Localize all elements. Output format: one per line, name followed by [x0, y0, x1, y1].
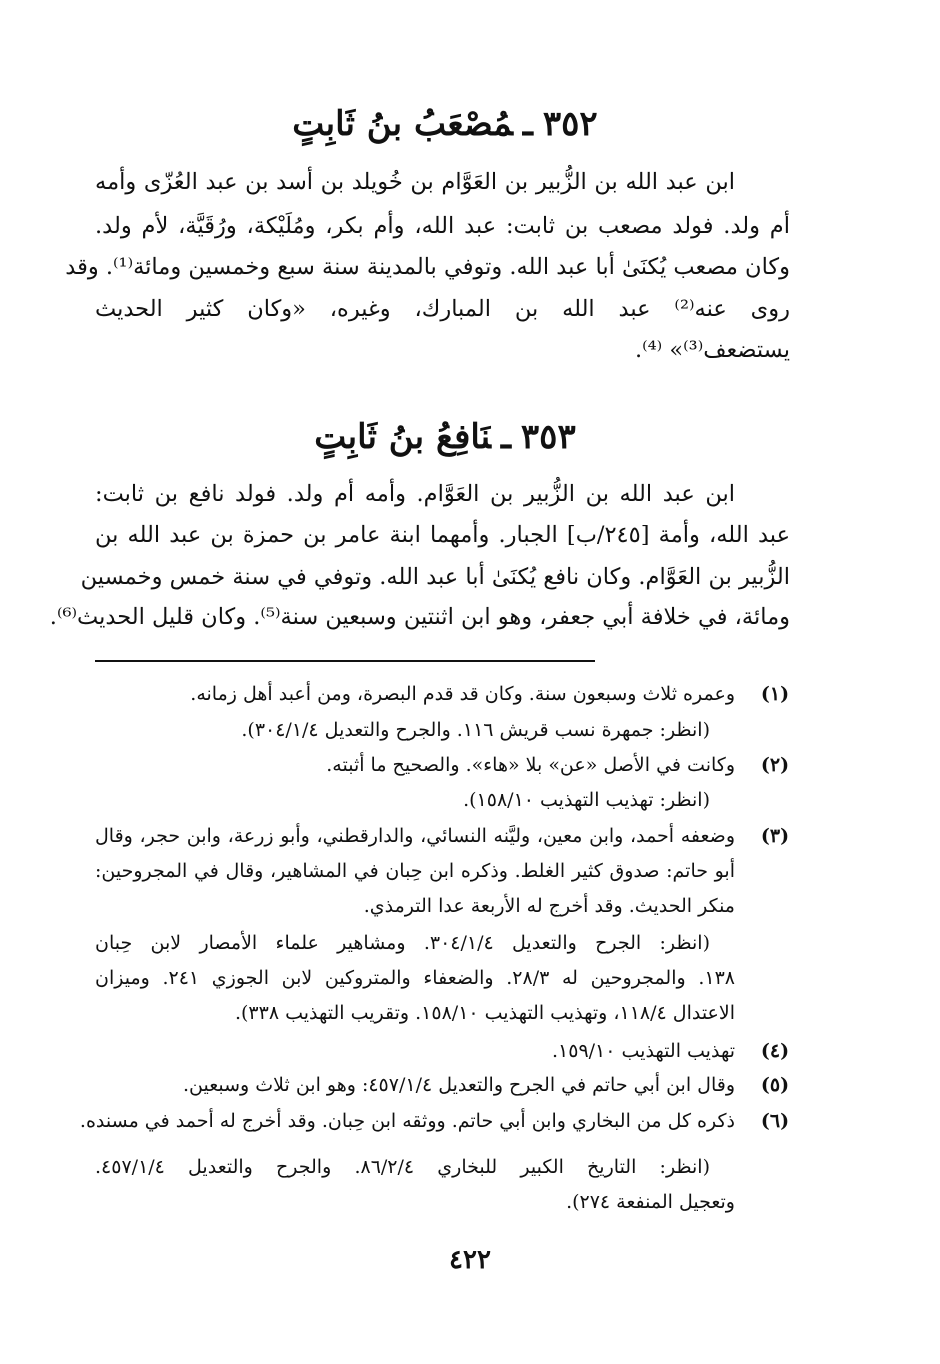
entry-352-line-2: أم ولد. فولد مصعب بن ثابت: عبد الله، وأم بكر، ومُلَيْكة، ورُقَيَّة، لأم ولد. [95, 213, 790, 239]
entry-separator: ـ [500, 417, 511, 457]
entry-heading-352 [95, 102, 795, 146]
footnote-3-line-1: وضعفه أحمد، وابن معين، وليَّنه النسائي، والدارقطني، وأبو زرعة، وابن حجر، وقال [95, 825, 735, 847]
footnote-3-line-2: أبو حاتم: صدوق كثير الغلط. وذكره ابن حِبان في المشاهير، وقال في المجروحين: [95, 860, 735, 882]
entry-353-line-4: ومائة، في خلافة أبي جعفر، وهو ابن اثنتين وسبعين سنة⁽⁵⁾. وكان قليل الحديث⁽⁶⁾. [49, 604, 790, 630]
entry-name: مُصْعَبُ بنُ ثَابِتٍ [292, 104, 513, 144]
entry-353-line-3: الزُّبير بن العَوَّام. وكان نافع يُكنَىٰ أبا عبد الله. وتوفي في سنة خمس وخمسين [80, 564, 790, 590]
footnote-4-line-1: تهذيب التهذيب ١٥٩/١٠. [551, 1040, 735, 1062]
entry-number: ٣٥٢ [542, 104, 598, 144]
entry-number: ٣٥٣ [520, 417, 576, 457]
footnote-2-line-1: وكانت في الأصل «عن» بلا «هاء». والصحيح ما أثبته. [326, 754, 735, 776]
entry-name: نَافِعُ بنُ ثَابِتٍ [314, 417, 491, 457]
footnote-number: (٣) [760, 825, 790, 847]
footnote-number: (٢) [760, 754, 790, 776]
page-number: ٤٢٢ [449, 1245, 491, 1275]
footnote-number: (٤) [760, 1040, 790, 1062]
footnote-6-line-1: ذكره كل من البخاري وابن أبي حاتم. ووثقه ابن حِبان. وقد أخرج له أحمد في مسنده. [79, 1110, 735, 1132]
footnote-2-line-2: (انظر: تهذيب التهذيب ١٥٨/١٠). [463, 789, 710, 811]
entry-352-line-1: ابن عبد الله بن الزُّبير بن العَوَّام بن خُويلد بن أسد بن عبد العُزّى وأمه [95, 169, 735, 195]
entry-353-line-2: عبد الله، وأمة [٢٤٥/ب] الجبار. وأمهما ابنة عامر بن حمزة بن عبد الله بن [95, 522, 791, 548]
entry-separator: ـ [522, 104, 533, 144]
footnote-3-line-5: ١٣٨. والمجروحين له ٢٨/٣. والضعفاء والمتروكين لابن الجوزي ٢٤١. وميزان [95, 967, 735, 989]
footnote-6-line-2: (انظر: التاريخ الكبير للبخاري ٨٦/٢/٤. والجرح والتعديل ٤٥٧/١/٤. [95, 1156, 710, 1178]
entry-352-line-5: يستضعف⁽³⁾» ⁽⁴⁾. [634, 337, 790, 363]
footnote-separator [95, 660, 595, 662]
footnote-1-line-1: وعمره ثلاث وسبعون سنة. وكان قد قدم البصرة، ومن أعبد أهل زمانه. [190, 683, 735, 705]
footnote-6-line-3: وتعجيل المنفعة ٢٧٤). [566, 1191, 735, 1213]
entry-heading-353 [95, 415, 795, 459]
footnote-3-line-6: الاعتدال ١١٨/٤، وتهذيب التهذيب ١٥٨/١٠. وتقريب التهذيب ٣٣٨). [234, 1002, 735, 1024]
footnote-number: (١) [760, 683, 790, 705]
footnote-number: (٦) [760, 1110, 790, 1132]
footnote-number: (٥) [760, 1074, 790, 1096]
entry-352-line-4: روى عنه⁽²⁾ عبد الله بن المبارك، وغيره، «وكان كثير الحديث [95, 296, 790, 322]
footnote-1-line-2: (انظر: جمهرة نسب قريش ١١٦. والجرح والتعديل ٣٠٤/١/٤). [241, 719, 710, 741]
footnote-5-line-1: وقال ابن أبي حاتم في الجرح والتعديل ٤٥٧/١/٤: وهو ابن ثلاث وسبعين. [183, 1074, 735, 1096]
footnote-3-line-3: منكر الحديث. وقد أخرج له الأربعة عدا الترمذي. [363, 895, 735, 917]
footnote-3-line-4: (انظر: الجرح والتعديل ٣٠٤/١/٤. ومشاهير علماء الأمصار لابن حِبان [95, 932, 710, 954]
entry-352-line-3: وكان مصعب يُكنَىٰ أبا عبد الله. وتوفي بالمدينة سنة سبع وخمسين ومائة⁽¹⁾. وقد [65, 254, 790, 280]
entry-353-line-1: ابن عبد الله بن الزُّبير بن العَوَّام. وأمه أم ولد. فولد نافع بن ثابت: [95, 481, 735, 507]
